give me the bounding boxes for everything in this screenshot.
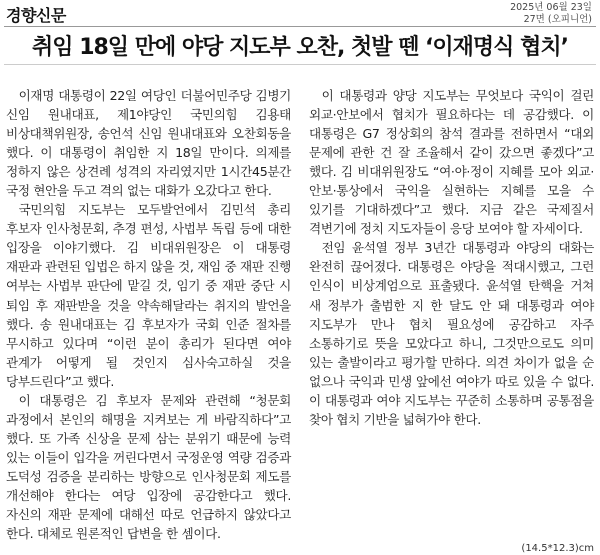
dateline — [510, 2, 592, 26]
paragraph-5: 전임 윤석열 정부 3년간 대통령과 야당의 대화는 완전히 끊어졌다. 대통령은 야당을 적대시했고, 그런 인식이 비상계엄으로 표출됐다. 윤석열 탄핵을 거쳐 새 정부가 출범한 지 한 달도 안 돼 대통령과 여야 지도부가 만나 협치 필요성에 공감하고 자주 소통하기로 뜻을 모았다고 하니, 그것만으로도 의미 있는 출발이라고 평가할 만하다. 의견 차이가 없을 순 없으나 국익과 민생 앞에선 여야가 따로 있을 수 없다. 이 대통령과 여야 지도부는 꾸준히 소통하며 공통점을 찾아 협치 기반을 넓혀가야 한다. — [309, 240, 594, 427]
clip-size-note: (14.5*12.3)cm — [521, 543, 594, 554]
article-body — [6, 86, 594, 544]
editorial-headline: 취임 18일 만에 야당 지도부 오찬, 첫발 뗀 ‘이재명식 협치’ — [32, 35, 568, 60]
paragraph-3: 이 대통령은 김 후보자 문제와 관련해 “청문회 과정에서 본인의 해명을 지켜보는 게 바람직하다”고 했다. 또 가족 신상을 문제 삼는 분위기 때문에 능력 있는 이들이 입각을 꺼린다면서 국정운영 역량 검증과 도덕성 검증을 분리하는 방향으로 인사청문회 제도를 개선해야 한다는 여당 입장에 공감한다고 했다. 자신의 재판 문제에 대해선 따로 언급하지 않았다고 한다. 대체로 원론적인 답변을 한 셈이다. — [6, 392, 291, 542]
page-section: 27면 (오피니언) — [523, 14, 592, 25]
top-divider — [4, 26, 596, 27]
issue-date: 2025년 06월 23일 — [510, 2, 592, 13]
paragraph-2: 국민의힘 지도부는 모두발언에서 김민석 총리 후보자 인사청문회, 추경 편성, 사법부 독립 등에 대한 입장을 이야기했다. 김 비대위원장은 이 대통령 재판과 관련된 입법은 하지 않을 것, 재임 중 재판 진행 여부는 사법부 판단에 맡길 것, 임기 중 재판 중단 시 퇴임 후 재판받을 것을 약속해달라는 취지의 발언을 했다. 송 원내대표는 김 후보자가 국회 인준 절차를 무시하고 있다며 “이런 분이 총리가 된다면 여야 관계가 어떻게 될 것인지 심사숙고하실 것을 당부드린다”고 했다. — [6, 202, 291, 389]
paragraph-4: 이 대통령과 양당 지도부는 무엇보다 국익이 걸린 외교·안보에서 협치가 필요하다는 데 공감했다. 이 대통령은 G7 정상회의 참석 결과를 전하면서 “대외 문제에 관한 건 잘 조율해서 같이 갔으면 좋겠다”고 했다. 김 비대위원장도 “여·야·정이 지혜를 모아 외교·안보·통상에서 국익을 실현하는 지혜를 모을 수 있기를 기대하겠다”고 했다. 지금 같은 국제질서 격변기에 정치 지도자들이 응당 보여야 할 자세이다. — [309, 88, 594, 237]
headline-divider — [4, 64, 596, 65]
newspaper-masthead: 경향신문 — [6, 6, 66, 25]
paragraph-1: 이재명 대통령이 22일 여당인 더불어민주당 김병기 신임 원내대표, 제1야당인 국민의힘 김용태 비상대책위원장, 송언석 신임 원내대표와 오찬회동을 했다. 이 대통령이 취임한 지 18일 만이다. 의제를 정하지 않은 상견례 성격의 자리였지만 1시간45분간 국정 현안을 두고 격의 없는 대화가 오갔다고 한다. — [6, 88, 291, 199]
